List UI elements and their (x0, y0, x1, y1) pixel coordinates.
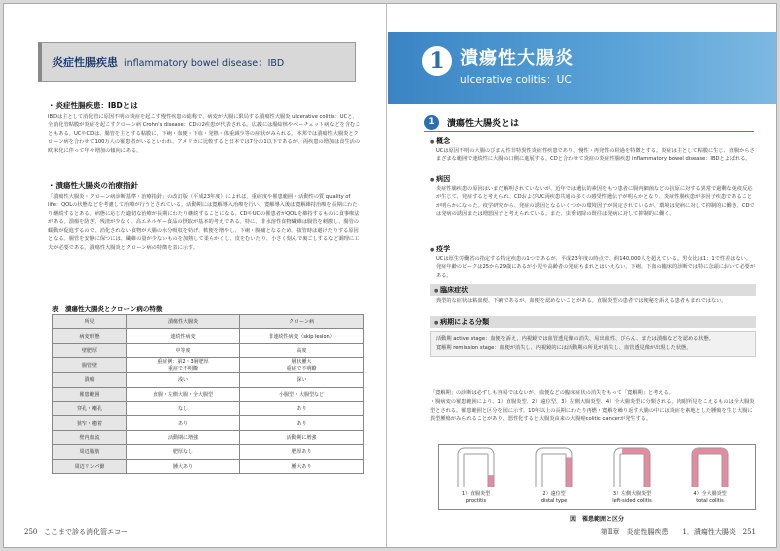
table-cell: あり (240, 401, 364, 415)
right-footer (601, 527, 756, 537)
table-header-cell: クローン病 (240, 315, 364, 329)
concept-section (430, 136, 756, 164)
table-cell: あり (240, 416, 364, 430)
table-cell: 周辺リンパ節 (53, 459, 127, 473)
extent-figure (438, 444, 756, 510)
ibd-definition-text: IBDは主として消化管に原因不明の炎症を起こす慢性疾患の総称で、病変が大腸に限局する潰瘍性大腸炎 ulcerative colitis：UCと、全消化管粘膜が炎症を起こすクローン病 Crohn's disease：CDの2疾患が代表される。広義には腸結核やベーチェット病などを含むこともある。UCやCDは、腸管を主とする粘膜に、下痢・血便・下血・発熱・体重減少等の症状がみられる。本邦では潰瘍性大腸炎とクローン病を合わせて100万人の罹患者がいるといわれ、アメリカに比較すると日本では7分の1以下であるが、両疾患の増加は食生活の欧米化に伴って年々増加の傾向にある。 (48, 114, 361, 154)
table-cell: 壁肥厚 (53, 343, 127, 357)
symptoms-section (430, 284, 756, 305)
chapter-title: 潰瘍性大腸炎 (460, 48, 574, 69)
chapter-subtitle: ulcerative colitis：UC (460, 74, 572, 86)
table-row (53, 329, 364, 343)
affected-extent-mark (617, 451, 647, 487)
table-row (53, 401, 364, 415)
concept-text: UCは原因不明の大腸のびまん性非特異性炎症性疾患であり、慢性・再発性の経過を特徴とする。炎症は主として粘膜に生じ、直腸からさまざまな範囲で連続性に大腸の口側に進展する。CDと合わせて炎症の炎症性腸疾患 inflammatory bowel disease：IBDとよばれる。 (436, 148, 755, 163)
affected-extent-mark (539, 451, 569, 487)
remission-stage-text: 寛解期 remission stage：血便が消失し、内視鏡的には活動期の所見が消失し、血管透見像が出現した状態。 (436, 344, 692, 351)
table-cell: 腸管壁 (53, 358, 127, 373)
ibd-title: 炎症性腸疾患 (52, 56, 118, 69)
ibd-header-box (38, 42, 356, 82)
remission-note: 「寛解期」の診断は必ずしも容易ではないが、血便などの臨床症状の消失をもって「寛解期」と考える。 (430, 390, 674, 396)
table-cell: あり (127, 416, 240, 430)
table-cell: 活動期に増強 (240, 430, 364, 444)
section-heading (424, 114, 754, 132)
table-caption: 表 潰瘍性大腸炎とクローン病の特徴 (52, 305, 163, 313)
etiology-text: 炎症性腸疾患の原因はいまだ解明されていないが、近年では遺伝的素因をもつ患者に腸内細菌などの抗原に対する異常で過剰な免疫反応が生じて、発症すると考えられ、CDおよびUC両疾患共通の多くの感受性遺伝子が明らかとなり、炎症性腸疾患が多因子疾患であることが明らかになった。疫学研究から、発症の誘因となるいくつかの環境因子が同定されているが、環境は発病に対して抑制的に働き、CDでは発病の誘因または増悪因子と考えられている。また、虫垂切除の既往は発病に対して抑制的に働く。 (436, 186, 755, 217)
table-cell: 狭窄・癒着 (53, 416, 127, 430)
left-page-number: 250 (24, 528, 38, 536)
uc-treatment-section (48, 180, 362, 252)
table-cell: 浅い (127, 373, 240, 387)
stage-box (430, 331, 756, 357)
table-cell: 罹患範囲 (53, 387, 127, 401)
table-row (53, 459, 364, 473)
table-cell: 中等度 (127, 343, 240, 357)
colon-diagram (681, 447, 739, 491)
table-cell: 肥厚なし (127, 445, 240, 459)
table-cell: 連続性病変 (127, 329, 240, 343)
table-cell: なし (127, 401, 240, 415)
table-cell: 活動期に増強 (127, 430, 240, 444)
ibd-subtitle: inflammatory bowel disease：IBD (124, 58, 285, 69)
table-row (53, 416, 364, 430)
left-footer (24, 527, 128, 537)
table-row (53, 358, 364, 373)
right-running-head: 第Ⅱ章 炎症性腸疾患 1．潰瘍性大腸炎 (600, 528, 736, 536)
uc-treatment-text: 「潰瘍性大腸炎・クローン病診断基準・治療指針」の改訂版（平成23年度）によれば、重症度や罹患範囲・活動性の質 quality of life：QOLの状態などを考慮して治療が行うとされている。活動期には寛解導入治療を行い、寛解導入後は寛解維持治療を長期にわたり継続するとある。病態に応じた適切な治療が長期にわたり継続することになる。CDやUCの罹患者がQOLを維持するものに食事療法がある。潰瘍を防ぎ、残渣が少なく、高エネルギー食品の摂取が基本的考えである。特に、非水溶性食物繊維は腸管を刺激し、腸管の蠕動が促進するので、消化されない食物が大腸の水分吸収を妨げ、軟便を増やし、下痢・腹痛となるため、抜管時は避けたりする原因となる。腸管を安静に保つには、繊維の量が少ないものを加熱して柔らかくし、皮をむいたり、小さく刻んで裏ごしするなど調理に工夫が必要である。潰瘍性大腸炎とクローン病の特徴を表に示す。 (48, 194, 360, 251)
table-cell: 腫大あり (240, 459, 364, 473)
table-cell: 腫大あり (127, 459, 240, 473)
section-title: 潰瘍性大腸炎とは (447, 119, 520, 129)
right-page-number: 251 (742, 528, 756, 536)
chapter-number: 1 (422, 46, 452, 76)
table-cell: 肥厚あり (240, 445, 364, 459)
extent-section (430, 388, 756, 423)
active-stage-text: 活動期 active stage：血便を訴え、内視鏡では血管透見像の消失、易出血性、びらん、または潰瘍などを認める状態。 (436, 336, 714, 342)
table-cell: 穿孔・瘻孔 (53, 401, 127, 415)
stage-heading: ● 病期による分類 (430, 316, 756, 328)
table-row (53, 343, 364, 357)
figure-label: 4）全大腸炎型 total colitis (693, 491, 727, 504)
table-cell: 周辺脂肪 (53, 445, 127, 459)
figure-caption: 図 罹患範囲と区分 (569, 516, 624, 523)
extent-text: ・腸病変の罹患範囲により、1）直腸炎型、2）遠位型、3）左側大腸炎型、4）全大腸炎型に分類される。肉眼所見をこえるものは全大腸炎型とされる。罹患範囲と区分を図に示す。10年以上の長期にわたり再燃・寛解を繰り返す大腸の中には炎症を素地とした腫瘍を生じ大腸に異型腫瘍がみられることがあり、悪性化すると大腸炎由来の大腸癌colitic cancerが発生する。 (430, 399, 755, 422)
epidemiology-heading: ● 疫学 (430, 244, 756, 254)
right-page (388, 4, 776, 547)
table-cell: 小腸型・大腸型など (240, 387, 364, 401)
colon-diagram (525, 447, 583, 491)
figure-label: 3）左側大腸炎型 left-sided colitis (612, 491, 652, 504)
affected-extent-mark (695, 451, 725, 487)
symptoms-text: 典型的な症状は粘血便、下痢であるが、血便を認めないことがある。直腸炎型の患者では便秘を訴える患者もまれではない。 (436, 298, 727, 304)
left-page (4, 4, 387, 547)
table-row (53, 445, 364, 459)
ibd-definition-section (48, 100, 362, 155)
table-cell: 高度 (240, 343, 364, 357)
table-cell: 重症例：第2・3層肥厚 重症で不明瞭 (127, 358, 240, 373)
etiology-section (430, 174, 756, 218)
table-cell: 壁内血流 (53, 430, 127, 444)
table-cell: 深い (240, 373, 364, 387)
book-spread (4, 4, 776, 547)
table-cell: 潰瘍 (53, 373, 127, 387)
table-cell: 直腸・左側大腸・全大腸型 (127, 387, 240, 401)
uc-treatment-heading: ・潰瘍性大腸炎の治療指針 (48, 181, 138, 190)
concept-heading: ● 概念 (430, 136, 756, 146)
comparison-table (52, 314, 364, 474)
epidemiology-text: UCは厚生労働省の指定する特定疾患の1つであるが、平成23年度の時点で、約140,000人を超えている。男女比は1：1で性差はない。発症年齢のピークは25から29歳にあるが小児や高齢者の発症もまれとはいえない。下痢、下血の臨床的診断では特に念頭において必要がある。 (436, 256, 756, 279)
table-row (53, 387, 364, 401)
table-header-cell: 所見 (53, 315, 127, 329)
table-row (53, 430, 364, 444)
affected-extent-mark (461, 451, 491, 487)
section-number: 1 (424, 115, 439, 130)
etiology-heading: ● 病因 (430, 174, 756, 184)
figure-label: 1）直腸炎型 proctitis (461, 491, 491, 504)
table-header-cell: 潰瘍性大腸炎 (127, 315, 240, 329)
symptoms-heading: ● 臨床症状 (430, 284, 756, 296)
figure-label: 2）遠位型 distal type (540, 491, 568, 504)
chapter-banner (388, 32, 776, 104)
colon-diagram (447, 447, 505, 491)
table-cell: 層状腫大 重症で不明瞭 (240, 358, 364, 373)
table-cell: 非連続性病変（skip lesion） (240, 329, 364, 343)
ibd-definition-heading: ・炎症性腸疾患：IBDとは (48, 101, 138, 110)
colon-diagram (603, 447, 661, 491)
epidemiology-section (430, 244, 756, 280)
table-row (53, 373, 364, 387)
left-running-head: ここまで診る消化管エコー (44, 528, 129, 536)
table-cell: 病変形態 (53, 329, 127, 343)
stage-section (430, 316, 756, 357)
